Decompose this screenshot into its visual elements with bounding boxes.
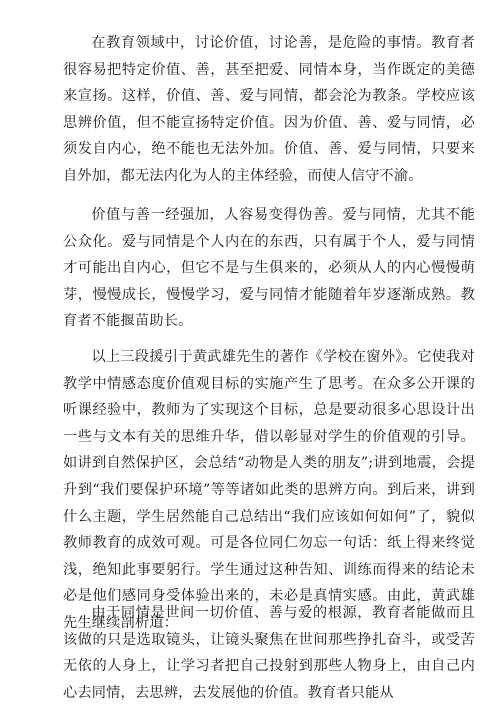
paragraph-2: 价值与善一经强加，人容易变得伪善。爱与同情，尤其不能公众化。爱与同情是个人内在的东西，只有属于个人，爱与同情才可能出自内心，但它不是与生俱来的，必须从人的内心慢慢萌芽，慢慢成长，慢慢学习，爱与同情才能随着年岁逐渐成熟。教育者不能揠苗助长。 <box>63 207 475 330</box>
paragraph-1: 在教育领域中，讨论价值，讨论善，是危险的事情。教育者很容易把特定价值、善，甚至把爱、同情本身，当作既定的美德来宣扬。这样，价值、善、爱与同情，都会沦为教条。学校应该思辨价值，但不能宣扬特定价值。因为价值、善、爱与同情，必须发自内心，绝不能也无法外加。价值、善、爱与同情，只要来自外加，都无法内化为人的主体经验，而使人信守不渝。 <box>63 35 475 184</box>
paragraph-3: 以上三段援引于黄武雄先生的著作《学校在窗外》。它使我对教学中情感态度价值观目标的实施产生了思考。在众多公开课的听课经验中，教师为了实现这个目标，总是要动很多心思设计出一些与文本有关的思维升华，借以彰显对学生的价值观的引导。如讲到自然保护区，会总结“动物是人类的朋友”;讲到地震，会提升到“我们要保护环境”等等诸如此类的思辨方向。到后来，讲到什么主题，学生居然能自己总结出“我们应该如何如何”了，貌似教师教育的成效可观。可是各位同仁勿忘一句话：纸上得来终觉浅，绝知此事要躬行。学生通过这种告知、训练而得来的结论未必是他们感同身受体验出来的，未必是真情实感。由此，黄武雄先生继续剖析道： <box>63 349 475 631</box>
paragraph-4: 由于同情是世间一切价值、善与爱的根源，教育者能做而且该做的只是选取镜头，让镜头聚焦在世间那些挣扎奋斗，或受苦无依的人身上，让学习者把自己投射到那些人物身上，由自己内心去同情，去思辨，去发展他的价值。教育者只能从 <box>63 605 475 701</box>
